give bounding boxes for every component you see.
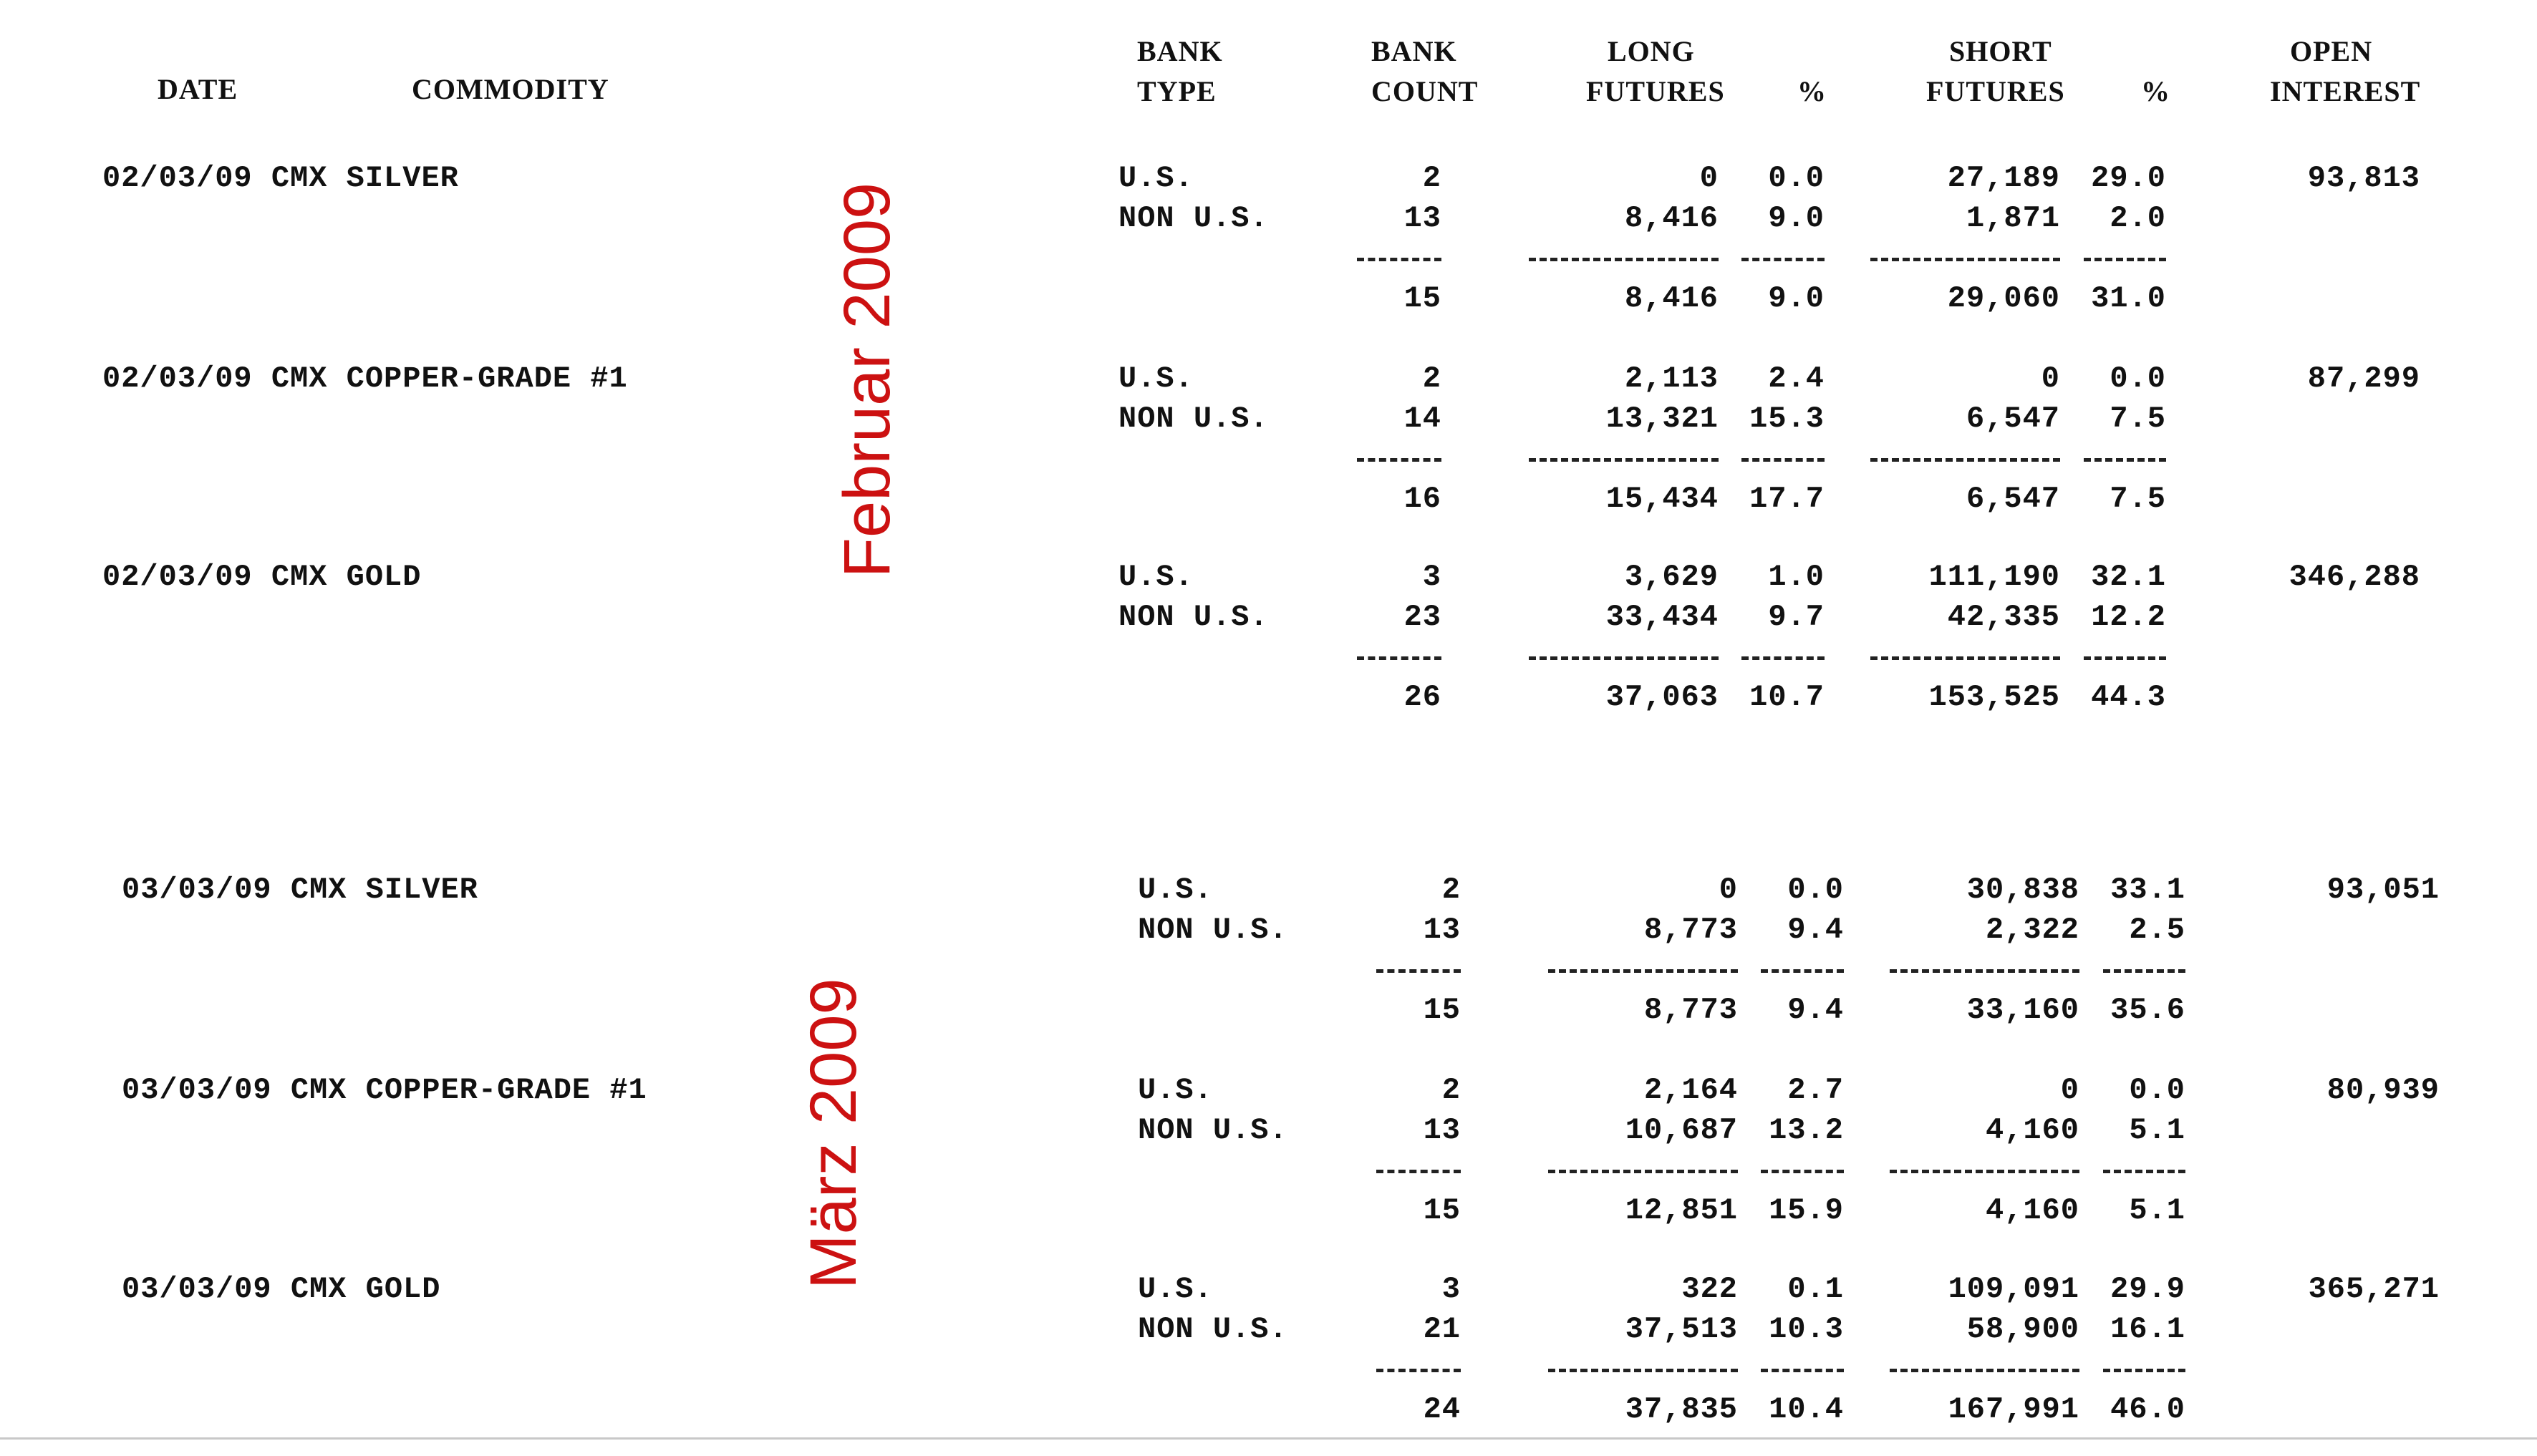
short-divider [1890,1170,2079,1173]
short-pct-cell: 0.0 [2110,361,2166,396]
long-pct-divider [1741,458,1825,462]
short-futures-cell: 4,160 [1985,1113,2079,1147]
short-futures-cell: 27,189 [1947,161,2060,195]
bank-count-cell: 13 [1403,201,1441,236]
short-pct-cell: 12.2 [2091,600,2166,634]
long-divider [1529,458,1719,462]
count-divider [1376,969,1461,973]
short-futures-cell: 0 [2041,361,2060,396]
bank-count-cell: 2 [1441,873,1461,907]
annotation-march: März 2009 [797,978,870,1289]
long-divider [1529,656,1719,660]
long-pct-cell: 2.4 [1768,361,1825,396]
bank-type-cell: U.S. [1118,161,1194,195]
short-pct-cell: 0.0 [2129,1073,2185,1107]
short-futures-cell: 0 [2060,1073,2079,1107]
long-pct-cell: 0.0 [1787,873,1844,907]
long-futures-cell: 0 [1719,873,1738,907]
long-pct-divider [1761,969,1844,973]
short-pct-divider [2103,1170,2185,1173]
long-divider [1548,1369,1738,1372]
count-divider [1357,258,1441,261]
bank-type-cell: NON U.S. [1118,402,1269,436]
commodity-label: 02/03/09 CMX SILVER [102,161,459,195]
count-divider [1357,656,1441,660]
header-short-futures-1: SHORT [1949,35,2052,67]
long-pct-cell: 9.7 [1768,600,1825,634]
long-divider [1529,258,1719,261]
total-short-cell: 167,991 [1948,1392,2079,1427]
long-futures-cell: 2,113 [1624,361,1719,396]
long-futures-cell: 3,629 [1624,560,1719,594]
total-long-pct-cell: 10.7 [1749,680,1825,714]
total-short-cell: 33,160 [1966,993,2079,1027]
short-divider [1870,656,2060,660]
long-futures-cell: 8,416 [1624,201,1719,236]
header-open-interest-1: OPEN [2290,35,2373,67]
long-futures-cell: 0 [1699,161,1719,195]
total-long-cell: 8,416 [1624,281,1719,316]
bank-type-cell: NON U.S. [1118,600,1269,634]
commodity-label: 02/03/09 CMX COPPER-GRADE #1 [102,361,628,396]
long-pct-cell: 15.3 [1749,402,1825,436]
bank-count-cell: 2 [1441,1073,1461,1107]
bank-type-cell: NON U.S. [1138,1113,1288,1147]
header-bank-count-2: COUNT [1371,75,1479,107]
total-short-cell: 6,547 [1966,482,2060,516]
open-interest-cell: 346,288 [2289,560,2420,594]
total-long-cell: 37,835 [1625,1392,1738,1427]
bank-count-cell: 2 [1422,161,1441,195]
total-short-pct-cell: 35.6 [2110,993,2185,1027]
short-pct-divider [2084,656,2166,660]
header-short-pct: % [2141,75,2170,107]
total-short-pct-cell: 5.1 [2129,1193,2185,1228]
total-long-cell: 37,063 [1605,680,1719,714]
bank-type-cell: U.S. [1138,1073,1213,1107]
total-short-pct-cell: 44.3 [2091,680,2166,714]
count-divider [1376,1369,1461,1372]
short-pct-divider [2084,258,2166,261]
short-futures-cell: 42,335 [1947,600,2060,634]
total-long-cell: 15,434 [1605,482,1719,516]
bank-count-cell: 3 [1422,560,1441,594]
bank-count-cell: 13 [1423,913,1461,947]
short-futures-cell: 1,871 [1966,201,2060,236]
bank-count-cell: 21 [1423,1312,1461,1346]
short-futures-cell: 58,900 [1966,1312,2079,1346]
header-bank-type-2: TYPE [1137,75,1217,107]
bank-count-cell: 2 [1422,361,1441,396]
long-futures-cell: 33,434 [1605,600,1719,634]
header-short-futures-2: FUTURES [1926,75,2065,107]
header-bank-count-1: BANK [1371,35,1457,67]
long-futures-cell: 2,164 [1643,1073,1738,1107]
short-pct-cell: 33.1 [2110,873,2185,907]
long-pct-divider [1741,258,1825,261]
long-pct-cell: 9.4 [1787,913,1844,947]
header-long-pct: % [1797,75,1827,107]
commodity-label: 03/03/09 CMX SILVER [122,873,478,907]
header-long-futures-1: LONG [1608,35,1695,67]
total-short-cell: 153,525 [1928,680,2060,714]
header-commodity: COMMODITY [412,73,609,105]
long-pct-cell: 13.2 [1769,1113,1844,1147]
header-open-interest-2: INTEREST [2270,75,2421,107]
short-divider [1870,258,2060,261]
long-pct-cell: 0.0 [1768,161,1825,195]
short-pct-divider [2084,458,2166,462]
bank-count-cell: 23 [1403,600,1441,634]
long-divider [1548,1170,1738,1173]
total-count-cell: 26 [1403,680,1441,714]
open-interest-cell: 80,939 [2326,1073,2440,1107]
short-pct-divider [2103,969,2185,973]
short-futures-cell: 6,547 [1966,402,2060,436]
annotation-february: Februar 2009 [831,182,904,578]
commodity-label: 03/03/09 CMX COPPER-GRADE #1 [122,1073,647,1107]
total-count-cell: 16 [1403,482,1441,516]
total-short-cell: 29,060 [1947,281,2060,316]
short-pct-cell: 2.0 [2110,201,2166,236]
short-futures-cell: 30,838 [1966,873,2079,907]
commodity-label: 03/03/09 CMX GOLD [122,1272,441,1306]
short-divider [1890,1369,2079,1372]
open-interest-cell: 93,813 [2307,161,2420,195]
total-long-pct-cell: 17.7 [1749,482,1825,516]
bank-type-cell: NON U.S. [1138,913,1288,947]
header-date: DATE [158,73,238,105]
bank-type-cell: U.S. [1118,361,1194,396]
long-futures-cell: 8,773 [1643,913,1738,947]
bank-type-cell: U.S. [1138,873,1213,907]
long-pct-divider [1761,1170,1844,1173]
short-divider [1870,458,2060,462]
short-pct-cell: 2.5 [2129,913,2185,947]
count-divider [1357,458,1441,462]
short-futures-cell: 111,190 [1928,560,2060,594]
total-short-pct-cell: 46.0 [2110,1392,2185,1427]
total-short-cell: 4,160 [1985,1193,2079,1228]
total-long-cell: 12,851 [1625,1193,1738,1228]
long-pct-cell: 1.0 [1768,560,1825,594]
bank-type-cell: NON U.S. [1138,1312,1288,1346]
long-pct-divider [1761,1369,1844,1372]
total-long-pct-cell: 10.4 [1769,1392,1844,1427]
long-futures-cell: 10,687 [1625,1113,1738,1147]
total-long-pct-cell: 9.0 [1768,281,1825,316]
total-short-pct-cell: 31.0 [2091,281,2166,316]
open-interest-cell: 87,299 [2307,361,2420,396]
bank-count-cell: 14 [1403,402,1441,436]
long-pct-cell: 0.1 [1787,1272,1844,1306]
bank-type-cell: NON U.S. [1118,201,1269,236]
long-divider [1548,969,1738,973]
short-pct-cell: 32.1 [2091,560,2166,594]
bank-type-cell: U.S. [1118,560,1194,594]
page-bottom-edge [0,1437,2537,1440]
long-pct-cell: 9.0 [1768,201,1825,236]
short-pct-cell: 5.1 [2129,1113,2185,1147]
total-count-cell: 24 [1423,1392,1461,1427]
short-pct-cell: 29.9 [2110,1272,2185,1306]
count-divider [1376,1170,1461,1173]
bank-count-cell: 3 [1441,1272,1461,1306]
long-futures-cell: 37,513 [1625,1312,1738,1346]
total-count-cell: 15 [1423,993,1461,1027]
total-long-pct-cell: 15.9 [1769,1193,1844,1228]
commodity-label: 02/03/09 CMX GOLD [102,560,422,594]
bank-type-cell: U.S. [1138,1272,1213,1306]
header-long-futures-2: FUTURES [1586,75,1725,107]
header-bank-type-1: BANK [1137,35,1223,67]
total-short-pct-cell: 7.5 [2110,482,2166,516]
long-futures-cell: 322 [1681,1272,1738,1306]
total-long-pct-cell: 9.4 [1787,993,1844,1027]
open-interest-cell: 365,271 [2308,1272,2440,1306]
open-interest-cell: 93,051 [2326,873,2440,907]
short-pct-divider [2103,1369,2185,1372]
total-count-cell: 15 [1423,1193,1461,1228]
long-pct-cell: 2.7 [1787,1073,1844,1107]
short-pct-cell: 29.0 [2091,161,2166,195]
total-long-cell: 8,773 [1643,993,1738,1027]
short-pct-cell: 7.5 [2110,402,2166,436]
long-pct-divider [1741,656,1825,660]
long-futures-cell: 13,321 [1605,402,1719,436]
bank-count-cell: 13 [1423,1113,1461,1147]
short-pct-cell: 16.1 [2110,1312,2185,1346]
long-pct-cell: 10.3 [1769,1312,1844,1346]
total-count-cell: 15 [1403,281,1441,316]
short-futures-cell: 109,091 [1948,1272,2079,1306]
short-divider [1890,969,2079,973]
short-futures-cell: 2,322 [1985,913,2079,947]
